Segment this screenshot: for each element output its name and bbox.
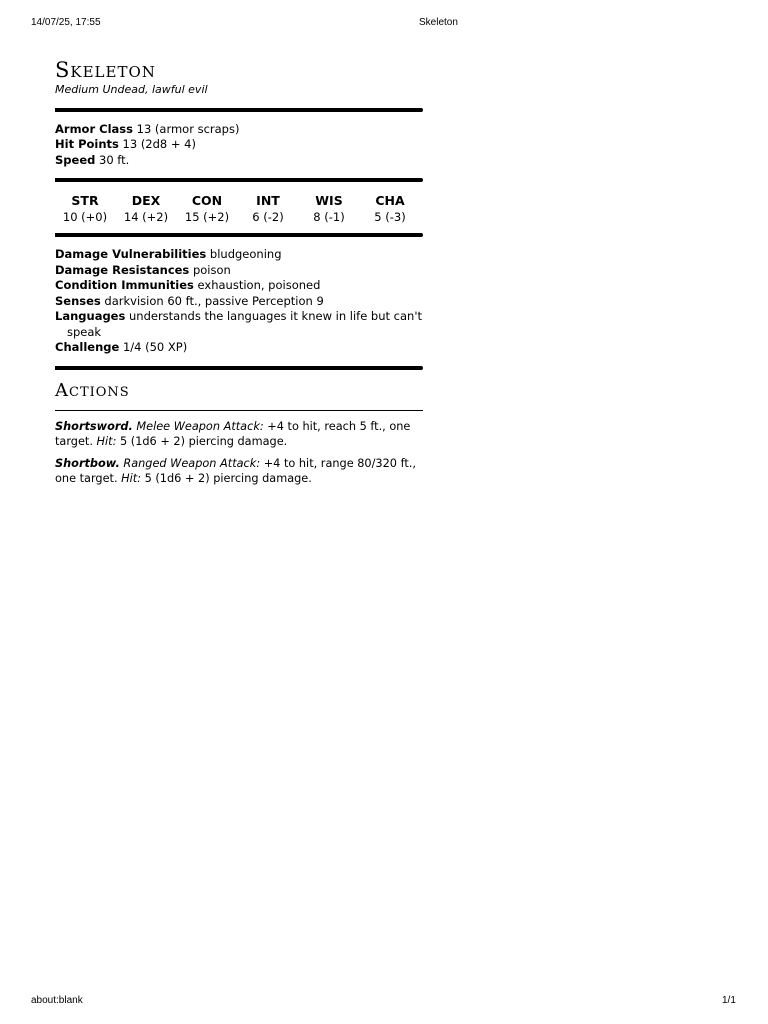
action-name: Shortsword. xyxy=(55,419,133,433)
hit-points xyxy=(55,137,423,153)
speed xyxy=(55,153,423,169)
speed-label: Speed xyxy=(55,152,96,167)
condition-immunities-value: exhaustion, poisoned xyxy=(197,278,321,292)
action-hit-label: Hit: xyxy=(121,472,142,485)
damage-resistances xyxy=(55,263,423,279)
divider xyxy=(55,108,423,112)
senses-label: Senses xyxy=(55,293,101,308)
ability-value: 15 (+2) xyxy=(184,210,230,224)
action-hit-text: 5 (1d6 + 2) piercing damage. xyxy=(144,472,312,485)
ability-label: DEX xyxy=(131,193,161,208)
action-attack-text: +4 to hit, reach 5 ft., one target. xyxy=(55,419,411,448)
damage-resistances-label: Damage Resistances xyxy=(55,262,190,277)
action-shortbow xyxy=(55,456,423,487)
languages-label: Languages xyxy=(55,309,126,323)
print-title: Skeleton xyxy=(419,17,458,28)
armor-class xyxy=(55,122,423,138)
armor-class-label: Armor Class xyxy=(55,121,133,136)
ability-value: 5 (-3) xyxy=(374,210,406,224)
ability-value: 6 (-2) xyxy=(252,210,284,224)
divider xyxy=(55,366,423,370)
ability-label: STR xyxy=(71,193,99,208)
actions-divider xyxy=(55,410,423,411)
ability-con xyxy=(177,192,237,225)
ability-scores xyxy=(55,192,423,225)
monster-name: Skeleton xyxy=(55,58,156,82)
ability-int xyxy=(238,192,298,225)
ability-str xyxy=(55,192,115,225)
armor-class-value: 13 (armor scraps) xyxy=(136,121,240,136)
challenge-label: Challenge xyxy=(55,340,120,354)
languages-value: understands the languages it knew in life but can't speak xyxy=(67,309,423,339)
damage-vulnerabilities xyxy=(55,247,423,263)
speed-value: 30 ft. xyxy=(99,152,130,167)
hit-points-value: 13 (2d8 + 4) xyxy=(122,137,196,151)
action-shortsword xyxy=(55,419,423,450)
languages xyxy=(55,309,423,340)
ability-cha xyxy=(360,192,420,225)
ability-label: WIS xyxy=(315,193,343,208)
action-name: Shortbow. xyxy=(55,456,120,470)
ability-label: CON xyxy=(191,193,223,208)
senses-value: darkvision 60 ft., passive Perception 9 xyxy=(104,293,324,308)
ability-value: 14 (+2) xyxy=(123,210,169,224)
challenge-value: 1/4 (50 XP) xyxy=(122,340,188,354)
ability-label: CHA xyxy=(375,193,405,208)
challenge xyxy=(55,340,423,356)
action-attack-type: Ranged Weapon Attack: xyxy=(123,456,261,470)
damage-vulnerabilities-label: Damage Vulnerabilities xyxy=(55,247,207,261)
ability-value: 8 (-1) xyxy=(313,210,345,224)
action-attack-text: +4 to hit, range 80/320 ft., one target. xyxy=(55,456,416,485)
ability-label: INT xyxy=(256,193,280,208)
print-page-number: 1/1 xyxy=(722,995,736,1006)
divider xyxy=(55,178,423,182)
damage-resistances-value: poison xyxy=(192,262,231,277)
divider xyxy=(55,233,423,237)
action-hit-text: 5 (1d6 + 2) piercing damage. xyxy=(120,435,288,448)
condition-immunities-label: Condition Immunities xyxy=(55,278,194,292)
actions-heading: Actions xyxy=(55,379,130,401)
print-url: about:blank xyxy=(31,995,83,1006)
ability-value: 10 (+0) xyxy=(62,210,108,224)
damage-vulnerabilities-value: bludgeoning xyxy=(209,247,282,261)
monster-meta: Medium Undead, lawful evil xyxy=(55,83,208,96)
ability-dex xyxy=(116,192,176,225)
ability-wis xyxy=(299,192,359,225)
print-datetime: 14/07/25, 17:55 xyxy=(31,17,101,28)
hit-points-label: Hit Points xyxy=(55,137,119,151)
action-attack-type: Melee Weapon Attack: xyxy=(136,419,264,433)
condition-immunities xyxy=(55,278,423,294)
action-hit-label: Hit: xyxy=(96,435,117,448)
stat-block xyxy=(55,58,423,493)
senses xyxy=(55,294,423,310)
